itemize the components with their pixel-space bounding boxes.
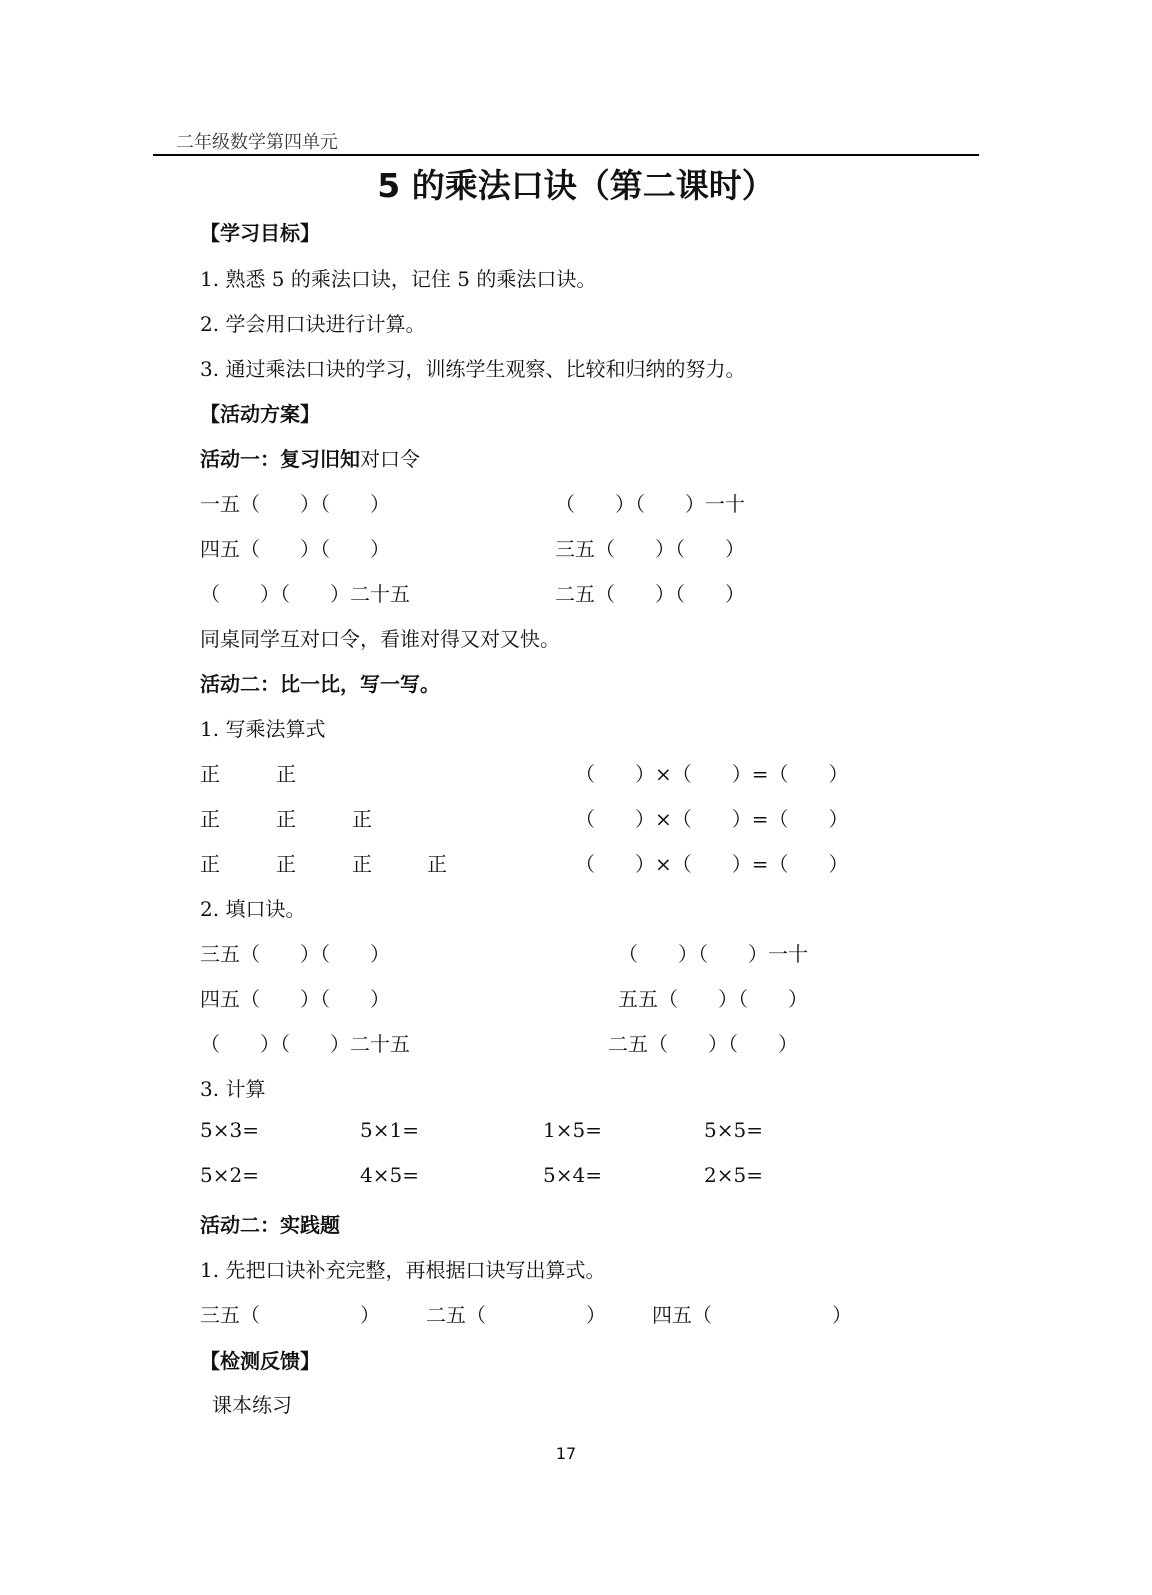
calc-item: 5×3=: [200, 1118, 259, 1142]
tally-mark: 正: [200, 807, 220, 831]
q2-row1-left: 三五（ ）（ ）: [200, 942, 390, 966]
a1-row2-left: 四五（ ）（ ）: [200, 537, 390, 561]
calc-item: 1×5=: [543, 1118, 602, 1142]
a1-row3-right: 二五（ ）（ ）: [555, 582, 745, 606]
section-goals: 【学习目标】: [200, 221, 320, 245]
activity3-title: 活动二：实践题: [200, 1213, 340, 1237]
practice-item-3: 四五（ ）: [652, 1303, 852, 1327]
feedback-text: 课本练习: [212, 1393, 292, 1417]
tally-mark: 正: [276, 762, 296, 786]
practice-item-2: 二五（ ）: [426, 1303, 606, 1327]
calc-item: 5×5=: [704, 1118, 763, 1142]
calc-item: 5×2=: [200, 1163, 259, 1187]
section-feedback: 【检测反馈】: [200, 1349, 320, 1373]
page-title: 5 的乘法口诀（第二课时）: [377, 166, 775, 205]
q2-row1-right: （ ）（ ）一十: [618, 942, 808, 966]
goal-3: 3. 通过乘法口诀的学习，训练学生观察、比较和归纳的努力。: [200, 357, 746, 381]
activity2-title: 活动二：比一比，写一写。: [200, 672, 440, 696]
section-plan: 【活动方案】: [200, 402, 320, 426]
equation-blank-3: （ ）×（ ）=（ ）: [575, 852, 849, 876]
page-header: 二年级数学第四单元: [176, 132, 338, 153]
calc-item: 4×5=: [360, 1163, 419, 1187]
tally-mark: 正: [352, 852, 372, 876]
activity1-title-rest: 对口令: [360, 447, 420, 471]
activity2-q1: 1. 写乘法算式: [200, 717, 326, 741]
activity3-q1: 1. 先把口诀补充完整，再根据口诀写出算式。: [200, 1258, 606, 1282]
a1-row1-right: （ ）（ ）一十: [555, 492, 745, 516]
page-number: 17: [555, 1444, 577, 1463]
q2-row2-left: 四五（ ）（ ）: [200, 987, 390, 1011]
tally-mark: 正: [352, 807, 372, 831]
a1-row3-left: （ ）（ ）二十五: [200, 582, 410, 606]
equation-blank-2: （ ）×（ ）=（ ）: [575, 807, 849, 831]
a1-row1-left: 一五（ ）（ ）: [200, 492, 390, 516]
calc-item: 2×5=: [704, 1163, 763, 1187]
activity2-q2: 2. 填口诀。: [200, 897, 306, 921]
tally-mark: 正: [200, 762, 220, 786]
calc-item: 5×4=: [543, 1163, 602, 1187]
goal-1: 1. 熟悉 5 的乘法口诀，记住 5 的乘法口诀。: [200, 267, 597, 291]
activity2-q3: 3. 计算: [200, 1077, 266, 1101]
practice-item-1: 三五（ ）: [200, 1303, 380, 1327]
tally-mark: 正: [427, 852, 447, 876]
header-rule: [153, 154, 979, 156]
q2-row2-right: 五五（ ）（ ）: [618, 987, 808, 1011]
tally-mark: 正: [200, 852, 220, 876]
q2-row3-left: （ ）（ ）二十五: [200, 1032, 410, 1056]
tally-mark: 正: [276, 852, 296, 876]
activity1-title-bold: 活动一：复习旧知: [200, 447, 360, 471]
activity1-note: 同桌同学互对口令，看谁对得又对又快。: [200, 627, 560, 651]
goal-2: 2. 学会用口诀进行计算。: [200, 312, 426, 336]
activity1-title: [200, 443, 420, 472]
calc-item: 5×1=: [360, 1118, 419, 1142]
equation-blank-1: （ ）×（ ）=（ ）: [575, 762, 849, 786]
q2-row3-right: 二五（ ）（ ）: [608, 1032, 798, 1056]
tally-mark: 正: [276, 807, 296, 831]
a1-row2-right: 三五（ ）（ ）: [555, 537, 745, 561]
